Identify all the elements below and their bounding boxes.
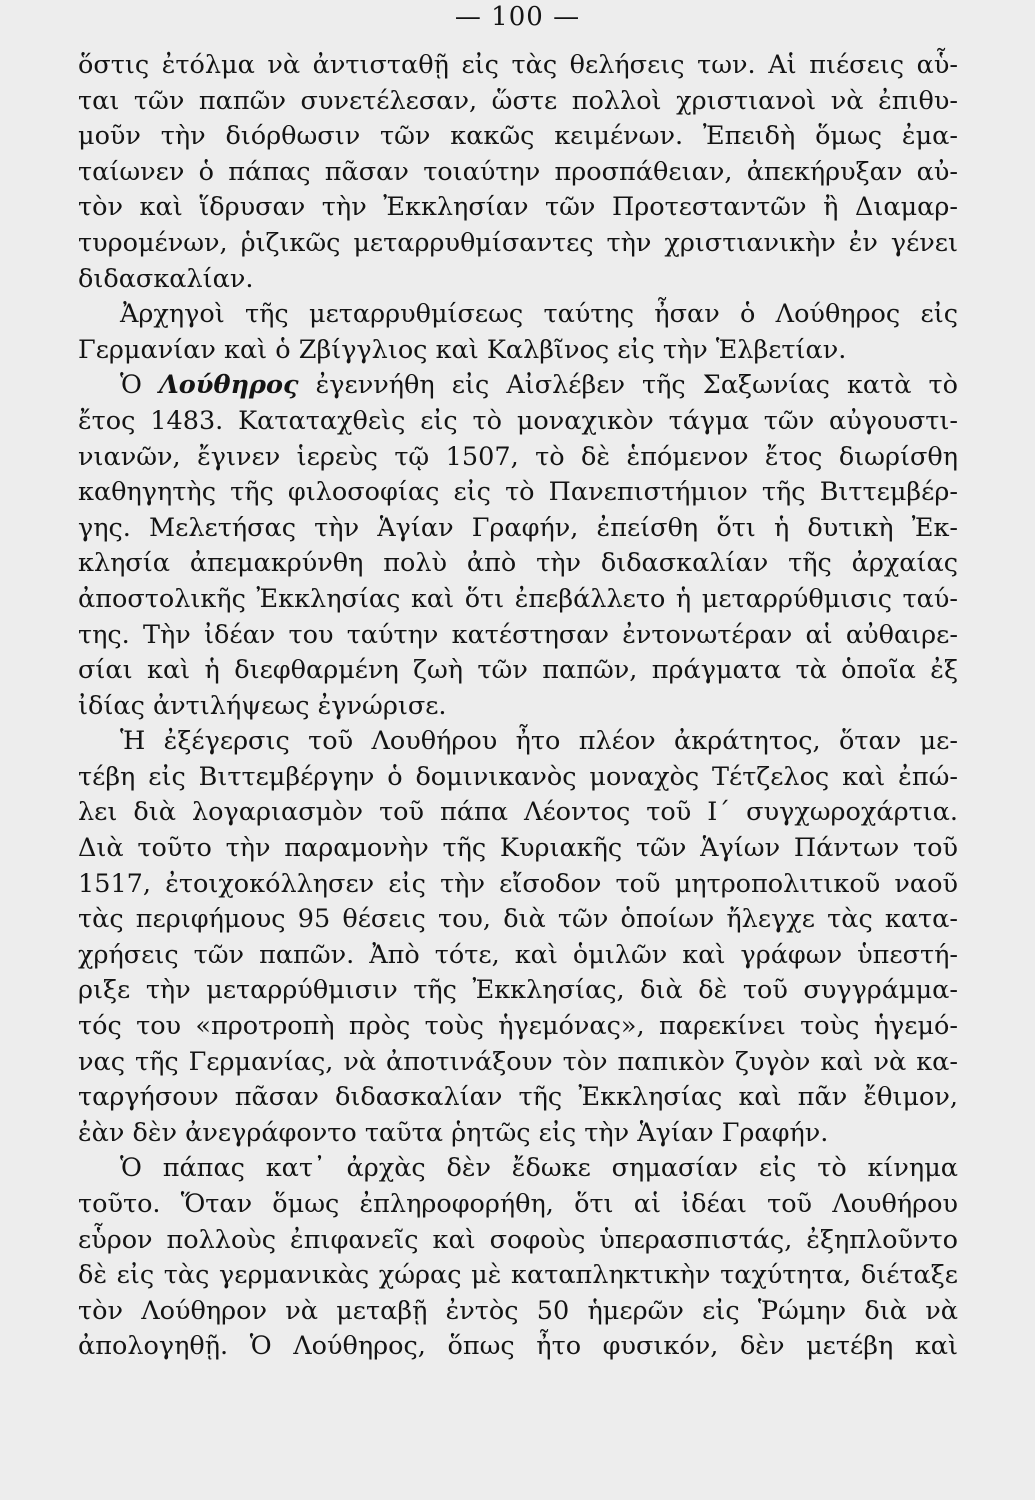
text-line: νας τῆς Γερμανίας, νὰ ἀποτινάξουν τὸν παπικὸν ζυγὸν καὶ νὰ κα- — [78, 1046, 958, 1077]
text-line: 1517, ἐτοιχοκόλλησεν εἰς τὴν εἴσοδον τοῦ μητροπολιτικοῦ ναοῦ — [78, 868, 958, 899]
text-line: τὰς περιφήμους 95 θέσεις του, διὰ τῶν ὁποίων ἤλεγχε τὰς κατα- — [78, 904, 958, 935]
text-line: γης. Μελετήσας τὴν Ἁγίαν Γραφήν, ἐπείσθη ὅτι ἡ δυτικὴ Ἐκ- — [78, 512, 958, 543]
body-text — [78, 48, 958, 1365]
text-line: ὅστις ἐτόλμα νὰ ἀντισταθῇ εἰς τὰς θελήσεις των. Αἱ πιέσεις αὗ- — [78, 50, 958, 80]
text-line: Διὰ τοῦτο τὴν παραμονὴν τῆς Κυριακῆς τῶν Ἁγίων Πάντων τοῦ — [78, 833, 958, 864]
text-line: ἐὰν δὲν ἀνεγράφοντο ταῦτα ῥητῶς εἰς τὴν Ἁγίαν Γραφήν. — [78, 1117, 829, 1148]
paragraph-1 — [78, 48, 958, 297]
text-line: ἰδίας ἀντιλήψεως ἐγνώρισε. — [78, 690, 447, 721]
text-line: δὲ εἰς τὰς γερμανικὰς χώρας μὲ καταπληκτικὴν ταχύτητα, διέταξε — [78, 1260, 958, 1291]
text-line: Ἀρχηγοὶ τῆς μεταρρυθμίσεως ταύτης ἦσαν ὁ Λούθηρος εἰς — [120, 299, 958, 330]
text-line: Ἡ ἐξέγερσις τοῦ Λουθήρου ἦτο πλέον ἀκράτητος, ὅταν με- — [120, 726, 958, 757]
text-line: ταργήσουν πᾶσαν διδασκαλίαν τῆς Ἐκκλησίας καὶ πᾶν ἔθιμον, — [78, 1082, 958, 1113]
text-line: τός του «προτροπὴ πρὸς τοὺς ἡγεμόνας», παρεκίνει τοὺς ἡγεμό- — [78, 1011, 958, 1042]
text-line: διδασκαλίαν. — [78, 263, 254, 294]
text-line: τὸν Λούθηρον νὰ μεταβῇ ἐντὸς 50 ἡμερῶν εἰς Ῥώμην διὰ νὰ — [78, 1295, 958, 1326]
text-line: ται τῶν παπῶν συνετέλεσαν, ὥστε πολλοὶ χριστιανοὶ νὰ ἐπιθυ- — [78, 85, 958, 116]
text-line: Γερμανίαν καὶ ὁ Ζβίγγλιος καὶ Καλβῖνος εἰς τὴν Ἑλβετίαν. — [78, 334, 847, 365]
text-line: τὸν καὶ ἵδρυσαν τὴν Ἐκκλησίαν τῶν Προτεσταντῶν ἢ Διαμαρ- — [78, 192, 958, 223]
text-line: Ὁ πάπας κατ᾽ ἀρχὰς δὲν ἔδωκε σημασίαν εἰς τὸ κίνημα — [120, 1153, 958, 1184]
text-line: καθηγητὴς τῆς φιλοσοφίας εἰς τὸ Πανεπιστήμιον τῆς Βιττεμβέρ- — [78, 477, 958, 508]
text-fragment: ἐγεννήθη εἰς Αἰσλέβεν τῆς Σαξωνίας κατὰ τὸ — [298, 370, 958, 401]
text-line: ταίωνεν ὁ πάπας πᾶσαν τοιαύτην προσπάθειαν, ἀπεκήρυξαν αὐ- — [78, 156, 958, 187]
text-line: τέβη εἰς Βιττεμβέργην ὁ δομινικανὸς μοναχὸς Τέτζελος καὶ ἐπώ- — [78, 761, 958, 792]
paragraph-3 — [78, 368, 958, 724]
paragraph-2 — [78, 297, 958, 368]
text-line: χρήσεις τῶν παπῶν. Ἀπὸ τότε, καὶ ὁμιλῶν καὶ γράφων ὑπεστή- — [78, 939, 958, 970]
text-line: ριξε τὴν μεταρρύθμισιν τῆς Ἐκκλησίας, διὰ δὲ τοῦ συγγράμμα- — [78, 975, 958, 1006]
paragraph-4 — [78, 724, 958, 1151]
text-line: ἀποστολικῆς Ἐκκλησίας καὶ ὅτι ἐπεβάλλετο ἡ μεταρρύθμισις ταύ- — [78, 583, 958, 614]
text-line: της. Τὴν ἰδέαν του ταύτην κατέστησαν ἐντονωτέραν αἱ αὐθαιρε- — [78, 619, 958, 650]
text-line: τοῦτο. Ὅταν ὅμως ἐπληροφορήθη, ὅτι αἱ ἰδέαι τοῦ Λουθήρου — [78, 1189, 958, 1219]
text-line: μοῦν τὴν διόρθωσιν τῶν κακῶς κειμένων. Ἐπειδὴ ὅμως ἐμα- — [78, 121, 958, 152]
text-line: τυρομένων, ῥιζικῶς μεταρρυθμίσαντες τὴν χριστιανικὴν ἐν γένει — [78, 227, 958, 258]
highlighted-name: Λούθηρος — [159, 370, 299, 401]
text-line: νιανῶν, ἔγινεν ἱερεὺς τῷ 1507, τὸ δὲ ἑπόμενον ἔτος διωρίσθη — [78, 441, 958, 472]
text-line: ἔτος 1483. Καταταχθεὶς εἰς τὸ μοναχικὸν τάγμα τῶν αὐγουστι- — [78, 405, 958, 436]
text-line — [78, 368, 958, 404]
text-line: εὗρον πολλοὺς ἐπιφανεῖς καὶ σοφοὺς ὑπερασπιστάς, ἐξηπλοῦντο — [78, 1224, 958, 1255]
text-fragment: Ὁ — [120, 370, 159, 401]
paragraph-5 — [78, 1151, 958, 1365]
text-line: κλησία ἀπεμακρύνθη πολὺ ἀπὸ τὴν διδασκαλίαν τῆς ἀρχαίας — [78, 548, 958, 579]
text-line: σίαι καὶ ἡ διεφθαρμένη ζωὴ τῶν παπῶν, πράγματα τὰ ὁποῖα ἐξ — [78, 655, 958, 686]
text-line: ἀπολογηθῇ. Ὁ Λούθηρος, ὅπως ἦτο φυσικόν, δὲν μετέβη καὶ — [78, 1331, 958, 1362]
text-line: λει διὰ λογαριασμὸν τοῦ πάπα Λέοντος τοῦ Ι΄ συγχωροχάρτια. — [78, 797, 958, 828]
page-number: — 100 — — [454, 2, 581, 32]
